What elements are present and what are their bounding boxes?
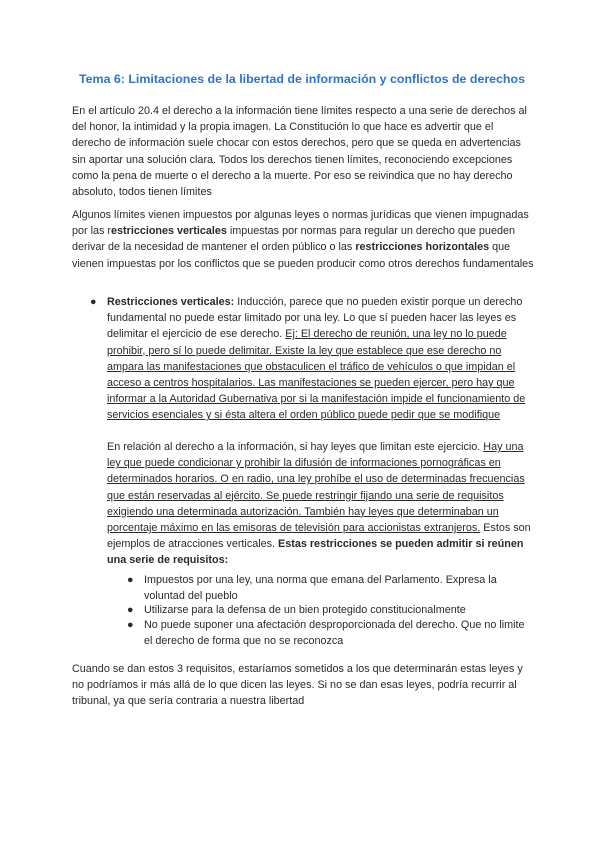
paragraph-conclusion: Cuando se dan estos 3 requisitos, estaríamos sometidos a los que determinarán estas leyes y no podríamos ir más allá de lo que dicen las leyes. Si no se dan esas leyes, podría recurrir al tribunal, ya que sería contraria a nuestra libertad bbox=[72, 663, 523, 708]
requirement-text: No puede suponer una afectación desproporcionada del derecho. Que no limite el derecho de forma que no se reconozca bbox=[144, 619, 525, 648]
bullet-example: Ej: El derecho de reunión, una ley no lo puede prohibir, pero sí lo puede delimitar. Existe la ley que establece que ese derecho no ampara las manifestaciones que obstaculicen el tráfico de vehículos o que impidan el acceso a centros hospitalarios. Las manifestaciones se pueden ejercer, pero hay que informar a la Autoridad Gubernativa por si la manifestación impide el funcionamiento de servicios esenciales y si ésta altera el orden público puede pedir que se modifique bbox=[107, 328, 526, 422]
document-title: Tema 6: Limitaciones de la libertad de información y conflictos de derechos bbox=[79, 72, 525, 86]
info-intro: En relación al derecho a la información, si hay leyes que limitan este ejercicio. bbox=[107, 441, 484, 453]
paragraph-intro: En el artículo 20.4 el derecho a la información tiene límites respecto a una serie de derechos al del honor, la intimidad y la propia imagen. La Constitución lo que hace es advertir que el derecho de información suele chocar con estos derechos, pero que se queda en advertencias sin aportar una solución clara. Todos los derechos tienen límites, reconociendo excepciones como la pena de muerte o el derecho a la muerte. Por eso se reivindica que no hay derecho absoluto, todos tienen límites bbox=[72, 105, 527, 199]
bullet-text bbox=[107, 294, 531, 424]
info-requirements-heading: Estas restricciones se pueden admitir si reúnen una serie de requisitos: bbox=[107, 538, 524, 567]
vertical-restrictions-term: estricciones verticales bbox=[111, 225, 227, 238]
paragraph-information-right bbox=[107, 439, 531, 569]
paragraph-limits-text-2: impuestas por normas para regular un derecho que pueden derivar de la necesidad de mantener el orden público o las bbox=[72, 225, 515, 254]
info-examples: Hay una ley que puede condicionar y prohibir la difusión de informaciones pornográficas en determinados horarios. O en radio, una ley prohíbe el uso de determinadas frecuencias que están reservadas al ejército. Se puede restringir fijando una serie de requisitos exigiendo una determinada autorización. También hay leyes que determinaban un porcentaje máximo en las emisoras de televisión para accionistas extranjeros. bbox=[107, 441, 525, 535]
paragraph-limits bbox=[72, 207, 534, 272]
bullet-dot-icon: ● bbox=[127, 574, 134, 586]
paragraph-limits-text: Algunos límites vienen impuestos por algunas leyes o normas jurídicas que vienen impugnadas por las r bbox=[72, 209, 529, 238]
horizontal-restrictions-term: restricciones horizontales bbox=[355, 241, 490, 254]
bullet-label: Restricciones verticales: bbox=[107, 296, 235, 308]
bullet-body: Inducción, parece que no pueden existir porque un derecho fundamental no puede estar limitado por una ley. Lo que sí pueden hacer las leyes es delimitar el ejercicio de ese derecho. bbox=[107, 296, 523, 341]
info-note: Estos son ejemplos de atracciones verticales. bbox=[107, 522, 531, 551]
paragraph-limits-text-3: que vienen impuestas por los conflictos que se pueden producir como otros derechos fundamentales bbox=[72, 241, 534, 270]
bullet-dot-icon: ● bbox=[90, 296, 97, 308]
requirement-text: Impuestos por una ley, una norma que emana del Parlamento. Expresa la voluntad del pueblo bbox=[144, 574, 497, 603]
bullet-dot-icon: ● bbox=[127, 604, 134, 616]
requirement-text: Utilizarse para la defensa de un bien protegido constitucionalmente bbox=[144, 604, 466, 616]
bullet-dot-icon: ● bbox=[127, 619, 134, 631]
